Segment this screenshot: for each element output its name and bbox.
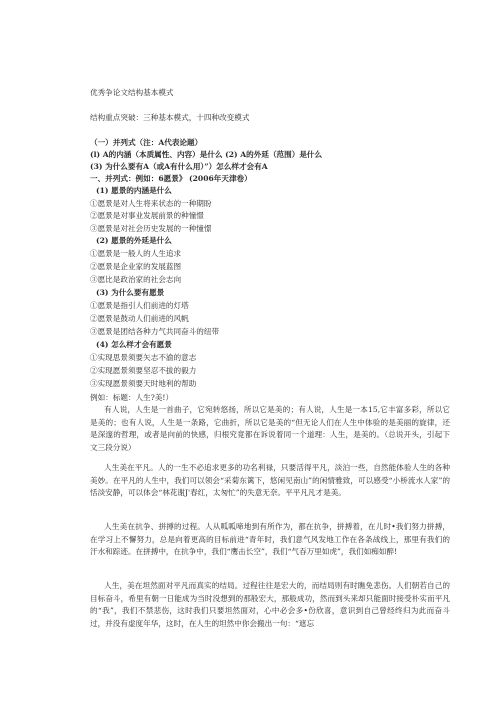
body-paragraph <box>90 521 450 573</box>
example-title: 例如：标题：人生?美!） <box>90 393 174 402</box>
example-item: ③愿景是对社会历史发展的一种憧憬 <box>90 224 212 233</box>
example-item: ③愿比是政治家的社会志向 <box>90 275 182 284</box>
body-paragraph <box>90 404 450 458</box>
example-item: (3) 为什么要有愿景 <box>96 288 165 297</box>
example-item: ①实现思景须要矢志不渝的意志 <box>90 353 197 362</box>
body-paragraph <box>90 580 450 690</box>
example-item: (1) 愿景的内涵是什么 <box>96 186 172 195</box>
example-item: (2) 愿景的外延是什么 <box>96 236 172 245</box>
paragraph-text: 人生，美在坦然面对平凡而真实的结局。过程往往是宏大的，而结局则有时瞧免悲伤。人们朝若自己的目标奋斗，希里有朝一日能成为当时没想到的那般宏大，那般成功，然而到头来却只能面时接受朴实而平凡的“我”，我们不禁悲伤，这时我们只要坦然面对，心中必会多•份欣喜，意识到自己曾经终归为此而奋斗过，并没有虚度年华，这时，在人生的坦然中你会搬出一句：“遮忘 <box>90 581 450 628</box>
section-point: (l) A的内涵（本质属性、内容）是什么 (2) A的外延（范围）是什么 <box>90 150 323 159</box>
example-item: (4) 怎么样才会有愿景 <box>96 340 172 349</box>
paragraph-text: 人生美在平凡。人的一生不必追求更多的功名利禄，只要活得平凡，淡泊一些，自然能体验人生的各种美妙。在平凡的人生中，我们可以领会“采菊东篱下，悠闲见南山”的闲情雅致，可以感受“小桥流水人家”的恬淡安静，可以体会“林花谢J'春红，太匆忙”的失意无奈。平平凡凡才是美。 <box>90 463 450 498</box>
example-item: ①愿景是指引人们前进的灯塔 <box>90 301 189 310</box>
body-paragraph <box>90 462 450 516</box>
document-subtitle: 结构重点突破：三种基本模式，十四种改变模式 <box>90 113 250 122</box>
example-item: ②愿景是鼓动人们前进的风帆 <box>90 314 189 323</box>
example-item: ①愿景是对人生将来状态的一种期盼 <box>90 199 212 208</box>
example-item: ③实现愿景须要天时地利的帮助 <box>90 379 197 388</box>
example-item: ②愿景是企业家的发展蓝图 <box>90 262 182 271</box>
example-heading: 一、并列式：例如：6愿景》 (2006年天津卷） <box>90 174 252 183</box>
paragraph-text: 有人说，人生是一首曲子，它宛转悠扬，所以它是美的；有人说，人生是一本15,它丰富多彩，所以它是美的；也有人说，人生是一条路，它曲折，所以它是美的“但无论人们在人生中体验的是美丽的旋律，还是深邃的哲理，或者是向前的快感，归根究竟都在诉说着同一个道理：人生，是美的。（总说开头，引起下文三段分说） <box>90 405 450 452</box>
example-item: ②愿景是对事业发展前景的种憧憬 <box>90 211 204 220</box>
example-item: ①愿景是一般人的人生追求 <box>90 249 182 258</box>
example-item: ②实现愿景须要坚忍不拔的毅力 <box>90 366 197 375</box>
document-title: 优秀争论文结构基本模式 <box>90 88 174 97</box>
section-point: (3) 为什么要有A（或A有什么用）”）怎么样才会有A <box>90 162 268 171</box>
example-item: ③愿景是团结各种力气共同奋斗的纽带 <box>90 327 220 336</box>
paragraph-text: 人生美在抗争、拼搏的过程。人从呱呱啼地到有所作为，都在抗争，拼搏着，在儿时•我们努力拼搏，在学习上不懈努力，总是向着更高的目标前进“青年时，我们意气风发地工作在各条战线上，那里有我们的汗水和踪迹。在拼搏中，在抗争中，我们“鹰击长空”，我们“气吞万里如虎”，我们如痴如醉! <box>90 522 450 557</box>
section-heading: （一）并列式（注：A代表论题） <box>90 138 203 147</box>
